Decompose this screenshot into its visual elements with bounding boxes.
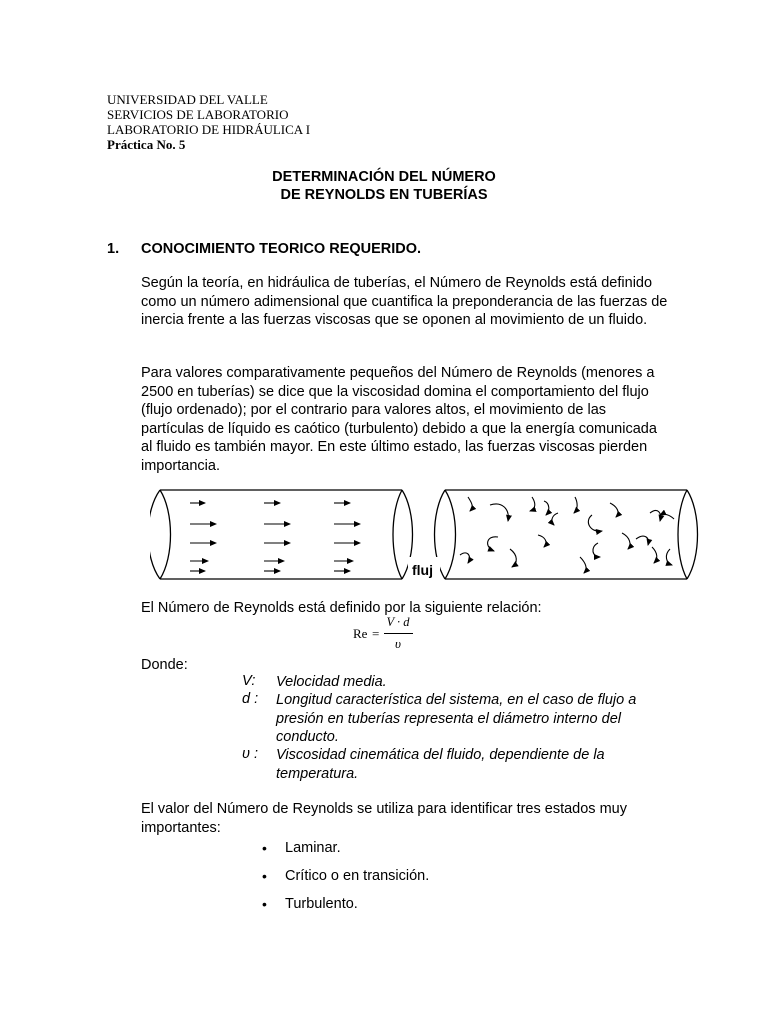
formula-fraction-bar [384, 633, 413, 634]
doc-title-line2: DE REYNOLDS EN TUBERÍAS [280, 187, 488, 203]
definition-symbol-nu: υ : [242, 746, 259, 762]
laminar-arrows [190, 503, 360, 571]
formula-denominator: υ [395, 636, 401, 651]
section-number: 1. [107, 241, 120, 257]
definition-symbol-v: V: [242, 673, 256, 689]
bullet-turbulent: • [262, 896, 267, 912]
definition-symbol-d: d : [242, 691, 259, 707]
paragraph-definition [141, 274, 671, 330]
section-heading: CONOCIMIENTO TEORICO REQUERIDO. [141, 241, 422, 257]
paragraph-regimes [141, 364, 671, 475]
formula-lhs: Re [353, 626, 368, 641]
turbulent-arrows [460, 497, 674, 573]
paragraph-definition-text: Según la teoría, en hidráulica de tuberías, el Número de Reynolds está definido como un número adimensional que cuantifica la preponderancia de las fuerzas de inercia frente a las fuerzas viscosas que se oponen al movimiento de un fluido. [141, 275, 668, 328]
header-services: SERVICIOS DE LABORATORIO [107, 107, 289, 122]
definition-text-nu: Viscosidad cinemática del fluido, dependiente de la temperatura. [276, 747, 605, 782]
pipe-flow-figure [150, 485, 700, 585]
state-turbulent: Turbulento. [285, 896, 358, 912]
header-university: UNIVERSIDAD DEL VALLE [107, 92, 268, 107]
bullet-laminar: • [262, 840, 267, 856]
definition-text-v: Velocidad media. [276, 674, 387, 690]
bullet-critical: • [262, 868, 267, 884]
definition-text-d: Longitud característica del sistema, en el caso de flujo a presión en tuberías representa el diámetro interno del conducto. [276, 692, 637, 745]
doc-title-line1: DETERMINACIÓN DEL NÚMERO [272, 169, 496, 185]
formula-equals: = [372, 626, 380, 641]
turbulent-pipe [435, 490, 698, 579]
formula-numerator: V · d [386, 615, 410, 629]
definitions-intro: Donde: [141, 657, 188, 673]
paragraph-regimes-text: Para valores comparativamente pequeños del Número de Reynolds (menores a 2500 en tuberías) se dice que la viscosidad domina el comportamiento del flujo (flujo ordenado); por el contrario para valores altos, el movimiento de las partículas de líquido es caótico (turbulento) debido a que la energía comunicada al fluido es también mayor. En este último estado, las fuerzas viscosas pierden importancia. [141, 365, 657, 474]
formula-intro: El Número de Reynolds está definido por la siguiente relación: [141, 600, 542, 616]
header-practice: Práctica No. 5 [107, 137, 186, 152]
states-intro: El valor del Número de Reynolds se utiliza para identificar tres estados muy importantes: [141, 801, 627, 836]
figure-cut-label: fluj [412, 562, 433, 578]
laminar-pipe [150, 490, 413, 579]
state-laminar: Laminar. [285, 840, 341, 856]
state-critical: Crítico o en transición. [285, 868, 430, 884]
header-lab: LABORATORIO DE HIDRÁULICA I [107, 122, 311, 137]
